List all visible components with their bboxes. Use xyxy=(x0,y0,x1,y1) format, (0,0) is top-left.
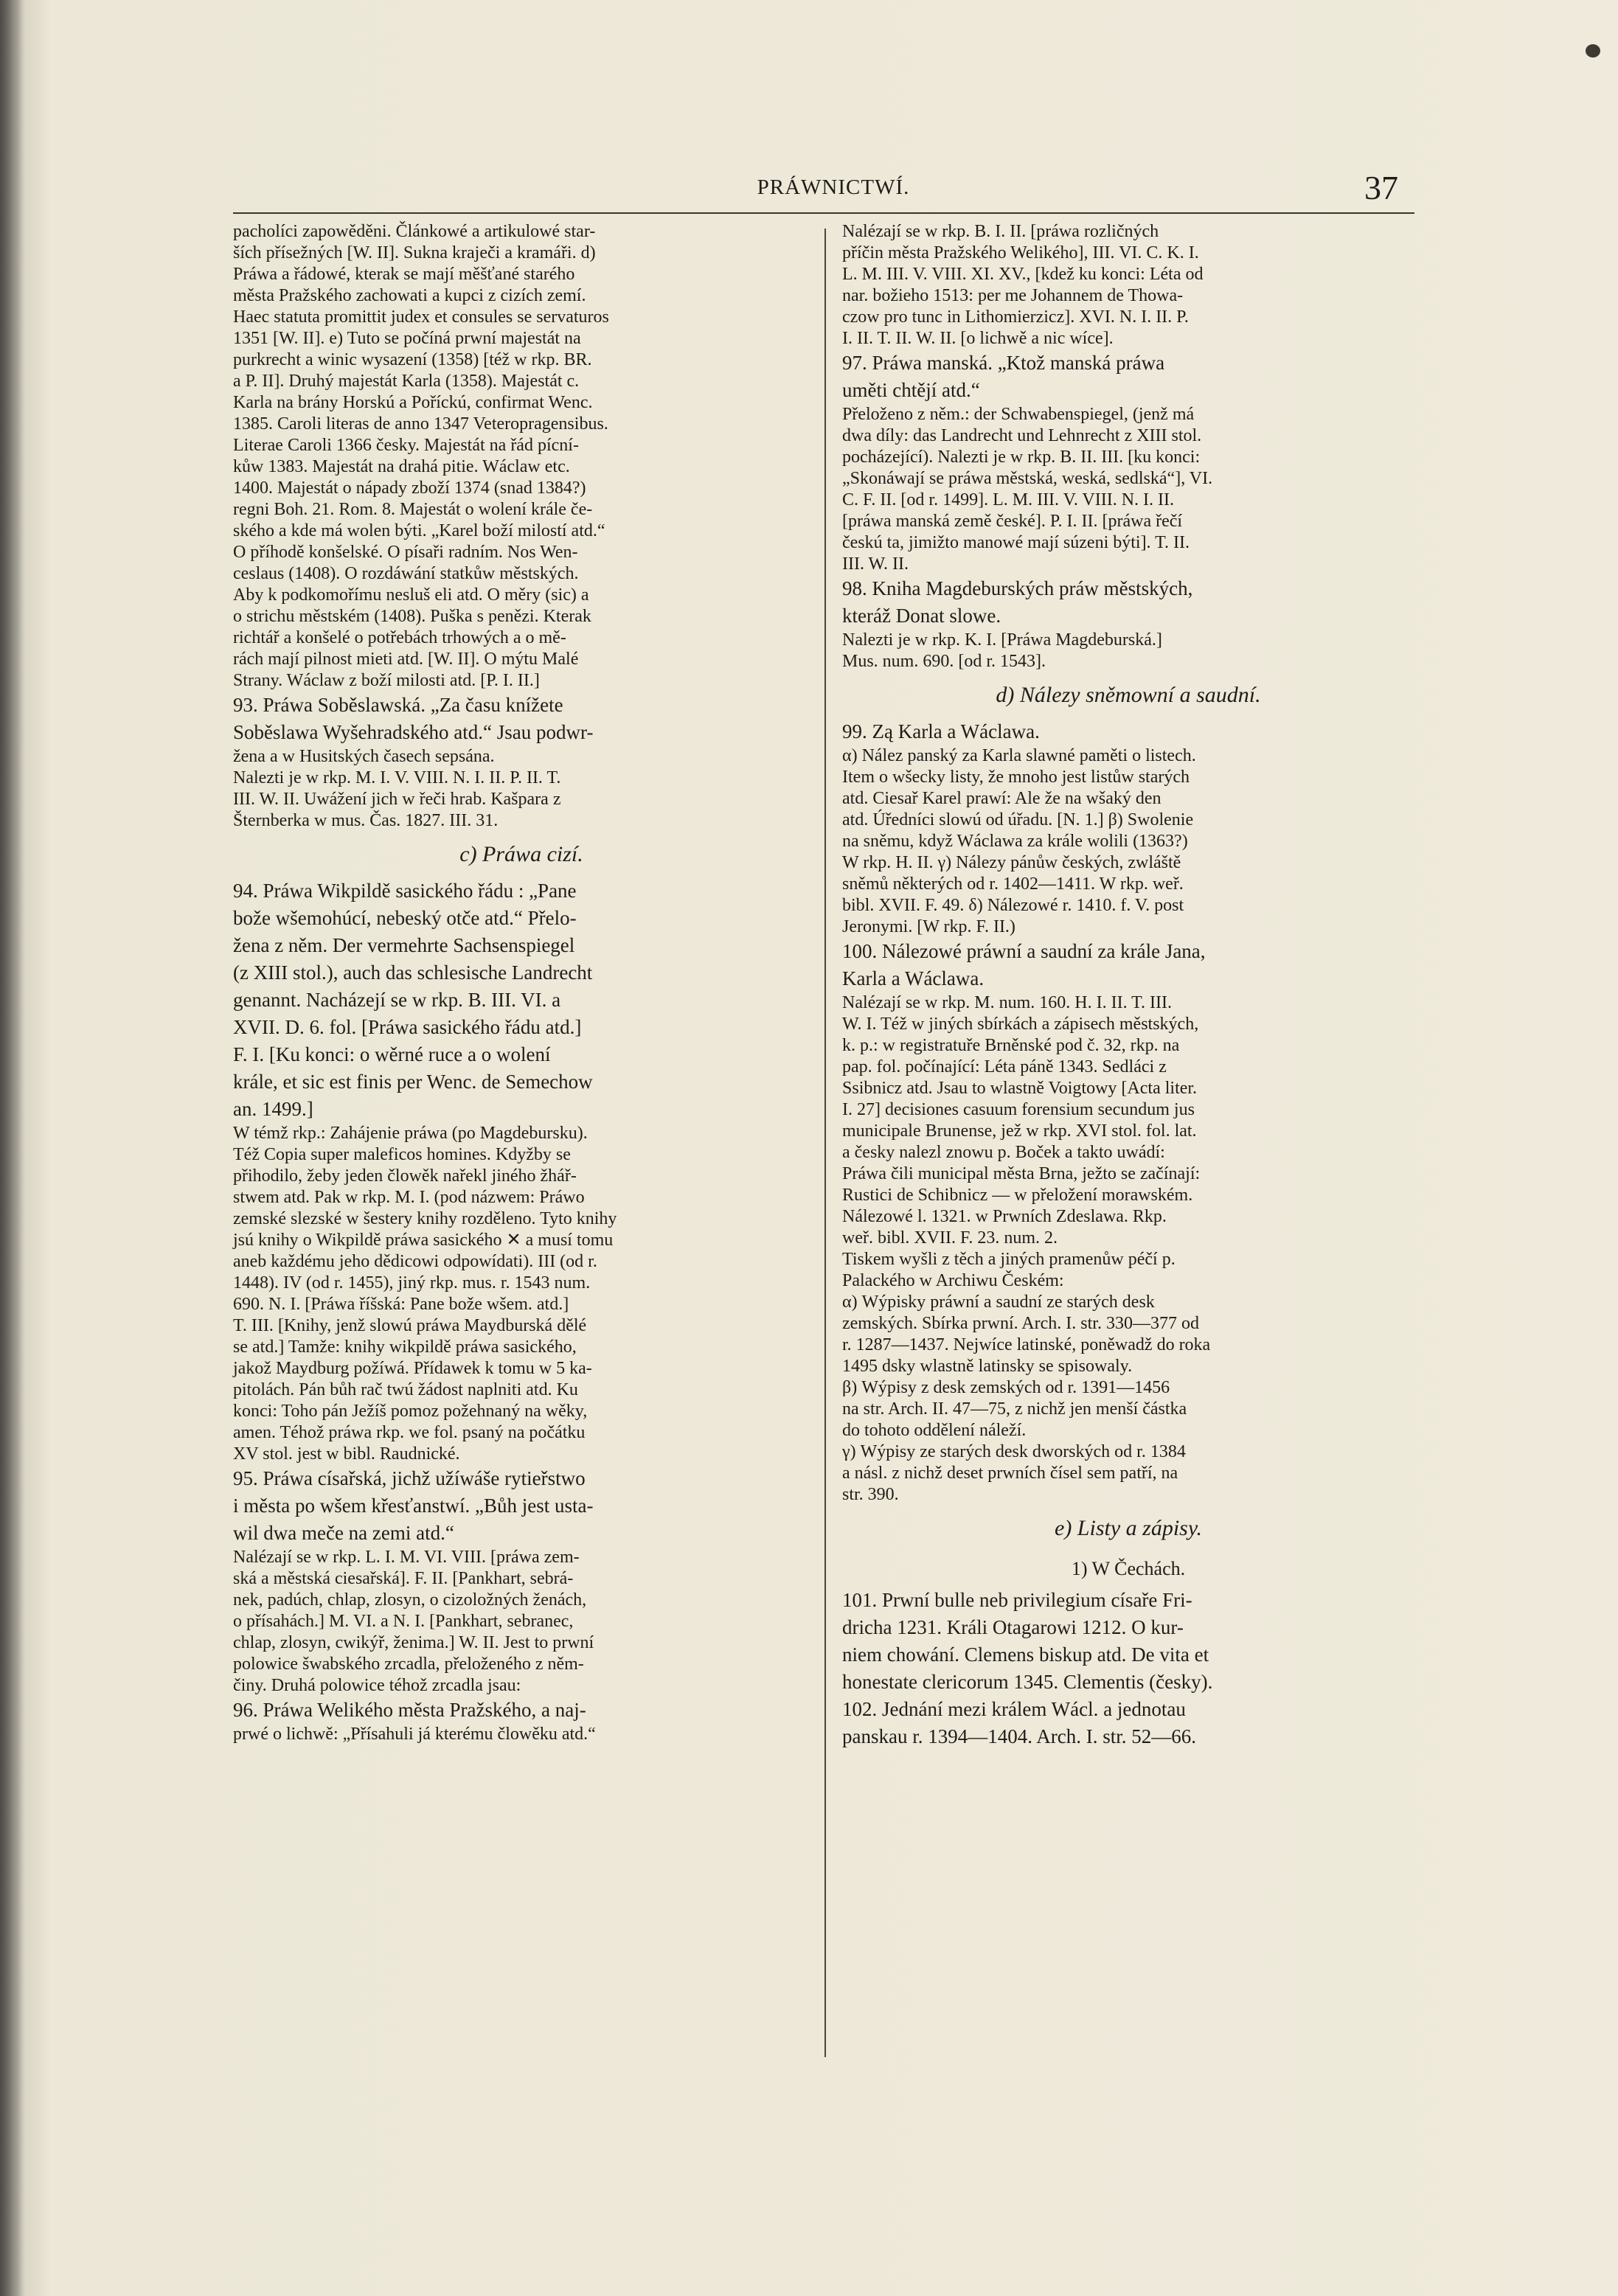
text-line: a P. II]. Druhý majestát Karla (1358). Majestát c. xyxy=(233,372,580,391)
text-line: municipale Brunense, jež w rkp. XVI stol. fol. lat. xyxy=(842,1121,1197,1141)
text-line: pacholíci zapowěděni. Článkowé a artikulowé star- xyxy=(233,222,596,241)
text-line: α) Nález panský za Karla slawné paměti o listech. xyxy=(842,746,1196,765)
text-line: Nalézají se w rkp. B. I. II. [práwa rozličných xyxy=(842,222,1159,241)
text-line: města Pražského zachowati a kupci z cizích zemí. xyxy=(233,286,586,305)
text-line: konci: Toho pán Ježíš pomoz požehnaný na wěky, xyxy=(233,1402,588,1421)
text-line: Přeloženo z něm.: der Schwabenspiegel, (jenž má xyxy=(842,405,1195,424)
text-line: [práwa manská země české]. P. I. II. [práwa řečí xyxy=(842,512,1183,531)
book-gutter-shadow xyxy=(0,0,25,2296)
text-line: Aby k podkomořímu nesluš eli atd. O měry (sic) a xyxy=(233,585,589,605)
text-line: 97. Práwa manská. „Ktož manská práwa xyxy=(842,352,1165,374)
text-line: 1448). IV (od r. 1455), jiný rkp. mus. r. 1543 num. xyxy=(233,1273,591,1293)
text-line: genannt. Nacházejí se w rkp. B. III. VI. a xyxy=(233,989,561,1011)
text-line: panskau r. 1394—1404. Arch. I. str. 52—66. xyxy=(842,1725,1196,1747)
text-line: L. M. III. V. VIII. XI. XV., [kdež ku konci: Léta od xyxy=(842,265,1204,284)
text-line: I. II. T. II. W. II. [o lichwě a nic wíce]. xyxy=(842,329,1114,348)
text-line: činy. Druhá polowice téhož zrcadla jsau: xyxy=(233,1676,521,1695)
text-line: I. 27] decisiones casuum forensium secundum jus xyxy=(842,1100,1195,1119)
text-line: krále, et sic est finis per Wenc. de Semechow xyxy=(233,1071,593,1093)
text-line: O příhodě konšelské. O písaři radním. Nos Wen- xyxy=(233,543,578,562)
text-line: Nalezti je w rkp. K. I. [Práwa Magdeburská.] xyxy=(842,630,1162,650)
text-line: pocházející). Nalezti je w rkp. B. II. III. [ku konci: xyxy=(842,448,1201,467)
text-line: žena z něm. Der vermehrte Sachsenspiegel xyxy=(233,934,575,956)
text-line: ská a městská ciesařská]. F. II. [Pankhart, sebrá- xyxy=(233,1569,574,1588)
text-line: Mus. num. 690. [od r. 1543]. xyxy=(842,652,1046,671)
text-line: chlap, zlosyn, cwikýř, ženima.] W. II. Jest to prwní xyxy=(233,1633,594,1652)
text-line: zemských. Sbírka prwní. Arch. I. str. 330—377 od xyxy=(842,1314,1199,1333)
text-line: dwa díly: das Landrecht und Lehnrecht z XIII stol. xyxy=(842,426,1202,445)
section-heading: c) Práwa cizí. xyxy=(459,842,583,866)
text-line: 95. Práwa císařská, jichž užíwáše rytieřstwo xyxy=(233,1467,586,1489)
text-line: českú ta, jimižto manowé mají súzeni býti]. T. II. xyxy=(842,533,1190,552)
text-line: sněmů některých od r. 1402—1411. W rkp. weř. xyxy=(842,874,1184,894)
subsection-heading: 1) W Čechách. xyxy=(1071,1558,1186,1579)
text-line: str. 390. xyxy=(842,1485,899,1504)
text-line: 96. Práwa Welikého města Pražského, a naj- xyxy=(233,1699,586,1721)
text-line: 690. N. I. [Práwa říšská: Pane bože wšem. atd.] xyxy=(233,1295,569,1314)
text-line: kůw 1383. Majestát na drahá pitie. Wáclaw etc. xyxy=(233,457,570,476)
text-line: T. III. [Knihy, jenž slowú práwa Maydburská dělé xyxy=(233,1316,587,1335)
text-line: uměti chtějí atd.“ xyxy=(842,379,980,401)
text-line: Nalezti je w rkp. M. I. V. VIII. N. I. II. P. II. T. xyxy=(233,768,561,787)
text-line: Nálezowé l. 1321. w Prwních Zdeslawa. Rkp. xyxy=(842,1207,1167,1226)
text-line: III. W. II. Uwážení jich w řeči hrab. Kašpara z xyxy=(233,790,561,809)
text-line: se atd.] Tamže: knihy wikpildě práwa sasického, xyxy=(233,1337,577,1357)
text-line: 1400. Majestát o nápady zboží 1374 (snad 1384?) xyxy=(233,479,586,498)
text-line: Šternberka w mus. Čas. 1827. III. 31. xyxy=(233,811,499,830)
text-line: F. I. [Ku konci: o wěrné ruce a o wolení xyxy=(233,1043,551,1065)
text-line: pitolách. Pán bůh rač twú žádost naplniti atd. Ku xyxy=(233,1380,578,1399)
text-line: ského a kde má wolen býti. „Karel boží milostí atd.“ xyxy=(233,521,605,540)
text-line: dricha 1231. Králi Otagarowi 1212. O kur- xyxy=(842,1616,1184,1638)
text-line: Palackého w Archiwu Českém: xyxy=(842,1271,1064,1290)
text-line: ceslaus (1408). O rozdáwání statkůw městských. xyxy=(233,564,579,583)
text-line: a násl. z nichž deset prwních čísel sem patří, na xyxy=(842,1464,1178,1483)
text-line: r. 1287—1437. Nejwíce latinské, poněwadž do roka xyxy=(842,1335,1211,1354)
text-line: Též Copia super maleficos homines. Kdyžby se xyxy=(233,1145,571,1164)
text-line: do tohoto oddělení náleží. xyxy=(842,1421,1027,1440)
text-line: 102. Jednání mezi králem Wácl. a jednotau xyxy=(842,1698,1186,1720)
text-line: žena a w Husitských časech sepsána. xyxy=(233,747,495,766)
text-line: 93. Práwa Soběslawská. „Za času knížete xyxy=(233,694,563,716)
text-line: 98. Kniha Magdeburských práw městských, xyxy=(842,577,1193,599)
page-stain xyxy=(1586,44,1600,58)
text-line: niem chowání. Clemens biskup atd. De vita et xyxy=(842,1643,1209,1666)
text-line: 1495 dsky wlastně latinsky se spisowaly. xyxy=(842,1357,1133,1376)
text-line: jsú knihy o Wikpildě práwa sasického ✕ a musí tomu xyxy=(233,1231,614,1250)
text-line: Ssibnicz atd. Jsau to wlastně Voigtowy [Acta liter. xyxy=(842,1079,1198,1098)
text-line: honestate clericorum 1345. Clementis (česky). xyxy=(842,1671,1213,1693)
text-line: Práwa a řádowé, kterak se mají měšťané starého xyxy=(233,265,575,284)
text-line: weř. bibl. XVII. F. 23. num. 2. xyxy=(842,1228,1058,1248)
text-line: pap. fol. počínající: Léta páně 1343. Sedláci z xyxy=(842,1057,1167,1076)
text-line: o strichu městském (1408). Puška s penězi. Kterak xyxy=(233,607,591,626)
text-line: nek, padúch, chlap, zlosyn, o cizoložných ženách, xyxy=(233,1590,587,1610)
text-line: Strany. Wáclaw z boží milosti atd. [P. I. II.] xyxy=(233,671,540,690)
text-line: III. W. II. xyxy=(842,554,909,574)
text-line: regni Boh. 21. Rom. 8. Majestát o wolení krále če- xyxy=(233,500,593,519)
text-line: i města po wšem křesťanstwí. „Bůh jest usta- xyxy=(233,1495,594,1517)
text-line: W. I. Též w jiných sbírkách a zápisech městských, xyxy=(842,1015,1199,1034)
text-line: bože wšemohúcí, nebeský otče atd.“ Přelo- xyxy=(233,907,577,929)
text-line: 100. Nálezowé práwní a saudní za krále Jana, xyxy=(842,940,1206,962)
text-line: nar. božieho 1513: per me Johannem de Thowa- xyxy=(842,286,1184,305)
text-line: 101. Prwní bulle neb privilegium císaře Fri- xyxy=(842,1589,1192,1611)
running-header: PRÁWNICTWÍ. xyxy=(757,175,910,199)
text-line: 1351 [W. II]. e) Tuto se počíná prwní majestát na xyxy=(233,329,581,348)
text-line: aneb každému jeho dědicowi odpowídati). III (od r. xyxy=(233,1252,597,1271)
text-line: an. 1499.] xyxy=(233,1098,313,1120)
text-line: bibl. XVII. F. 49. δ) Nálezowé r. 1410. f. V. post xyxy=(842,896,1184,915)
text-line: Rustici de Schibnicz — w přeložení morawském. xyxy=(842,1186,1193,1205)
text-line: Tiskem wyšli z těch a jiných pramenůw péčí p. xyxy=(842,1250,1176,1269)
text-line: α) Wýpisky práwní a saudní ze starých desk xyxy=(842,1293,1155,1312)
text-line: Nalézají se w rkp. L. I. M. VI. VIII. [práwa zem- xyxy=(233,1548,580,1567)
header-rule xyxy=(233,212,1414,214)
text-line: 1385. Caroli literas de anno 1347 Veteropragensibus. xyxy=(233,414,608,434)
text-line: a česky nalezl znowu p. Boček a takto uwádí: xyxy=(842,1143,1165,1162)
text-line: 94. Práwa Wikpildě sasického řádu : „Pane xyxy=(233,880,577,902)
text-line: richtář a konšelé o potřebách trhowých a o mě- xyxy=(233,628,566,647)
text-line: rách mají pilnost mieti atd. [W. II]. O mýtu Malé xyxy=(233,650,579,669)
text-line: amen. Téhož práwa rkp. we fol. psaný na počátku xyxy=(233,1423,586,1442)
text-line: Haec statuta promittit judex et consules se servaturos xyxy=(233,307,609,327)
page-number: 37 xyxy=(1364,169,1398,206)
text-line: o přísahách.] M. VI. a N. I. [Pankhart, sebranec, xyxy=(233,1612,574,1631)
text-line: ších přísežných [W. II]. Sukna kraječi a kramáři. d) xyxy=(233,243,596,262)
text-line: C. F. II. [od r. 1499]. L. M. III. V. VIII. N. I. II. xyxy=(842,490,1175,509)
text-line: Karla na brány Horskú a Poříckú, confirmat Wenc. xyxy=(233,393,593,412)
right-column xyxy=(842,221,1414,1750)
text-line: k. p.: w registratuře Brněnské pod č. 32, rkp. na xyxy=(842,1036,1180,1055)
text-line: Jeronymi. [W rkp. F. II.) xyxy=(842,917,1015,936)
text-line: jakož Maydburg požíwá. Přídawek k tomu w 5 ka- xyxy=(233,1359,592,1378)
text-line: γ) Wýpisy ze starých desk dworských od r. 1384 xyxy=(842,1442,1186,1461)
text-line: prwé o lichwě: „Přísahuli já kterému člowěku atd.“ xyxy=(233,1725,596,1744)
text-line: „Skonáwají se práwa městská, weská, sedlská“], VI. xyxy=(842,469,1213,488)
text-line: purkrecht a winic wysazení (1358) [též w rkp. BR. xyxy=(233,350,592,369)
text-line: zemské slezské w šestery knihy rozděleno. Tyto knihy xyxy=(233,1209,617,1228)
text-line: Nalézají se w rkp. M. num. 160. H. I. II. T. III. xyxy=(842,993,1172,1012)
text-line: na sněmu, když Wáclawa za krále wolili (1363?) xyxy=(842,832,1188,851)
text-line: 99. Zą Karla a Wáclawa. xyxy=(842,720,1040,742)
text-line: XVII. D. 6. fol. [Práwa sasického řádu atd.] xyxy=(233,1016,582,1038)
text-line: Karla a Wáclawa. xyxy=(842,967,985,989)
text-line: na str. Arch. II. 47—75, z nichž jen menší částka xyxy=(842,1399,1187,1419)
text-line: XV stol. jest w bibl. Raudnické. xyxy=(233,1444,460,1464)
text-line: W témž rkp.: Zahájenie práwa (po Magdebursku). xyxy=(233,1124,588,1143)
left-column xyxy=(233,221,810,1745)
text-line: atd. Ciesař Karel prawí: Ale že na wšaký den xyxy=(842,789,1162,808)
text-line: atd. Úředníci slowú od úřadu. [N. 1.] β) Swolenie xyxy=(842,810,1194,829)
text-line: (z XIII stol.), auch das schlesische Landrecht xyxy=(233,961,593,984)
text-line: příčin města Pražského Welikého], III. VI. C. K. I. xyxy=(842,243,1199,262)
text-line: czow pro tunc in Lithomierzicz]. XVI. N. I. II. P. xyxy=(842,307,1189,327)
text-line: polowice šwabského zrcadla, přeloženého z něm- xyxy=(233,1655,584,1674)
text-line: Literae Caroli 1366 česky. Majestát na řád pícní- xyxy=(233,436,579,455)
text-line: W rkp. H. II. γ) Nálezy pánůw českých, zwláště xyxy=(842,853,1181,872)
section-heading: d) Nálezy sněmowní a saudní. xyxy=(996,683,1261,707)
text-line: β) Wýpisy z desk zemských od r. 1391—1456 xyxy=(842,1378,1170,1397)
text-line: Práwa čili municipal města Brna, ježto se začínají: xyxy=(842,1164,1201,1183)
column-divider xyxy=(824,229,826,2057)
text-line: stwem atd. Pak w rkp. M. I. (pod názwem: Práwo xyxy=(233,1188,585,1207)
text-line: wil dwa meče na zemi atd.“ xyxy=(233,1522,454,1544)
text-line: Item o wšecky listy, že mnoho jest listůw starých xyxy=(842,768,1190,787)
section-heading: e) Listy a zápisy. xyxy=(1055,1516,1202,1540)
text-line: Soběslawa Wyšehradského atd.“ Jsau podwr- xyxy=(233,721,594,743)
text-line: kteráž Donat slowe. xyxy=(842,605,1001,627)
text-line: přihodilo, žeby jeden člowěk nařekl jiného žhář- xyxy=(233,1166,577,1186)
